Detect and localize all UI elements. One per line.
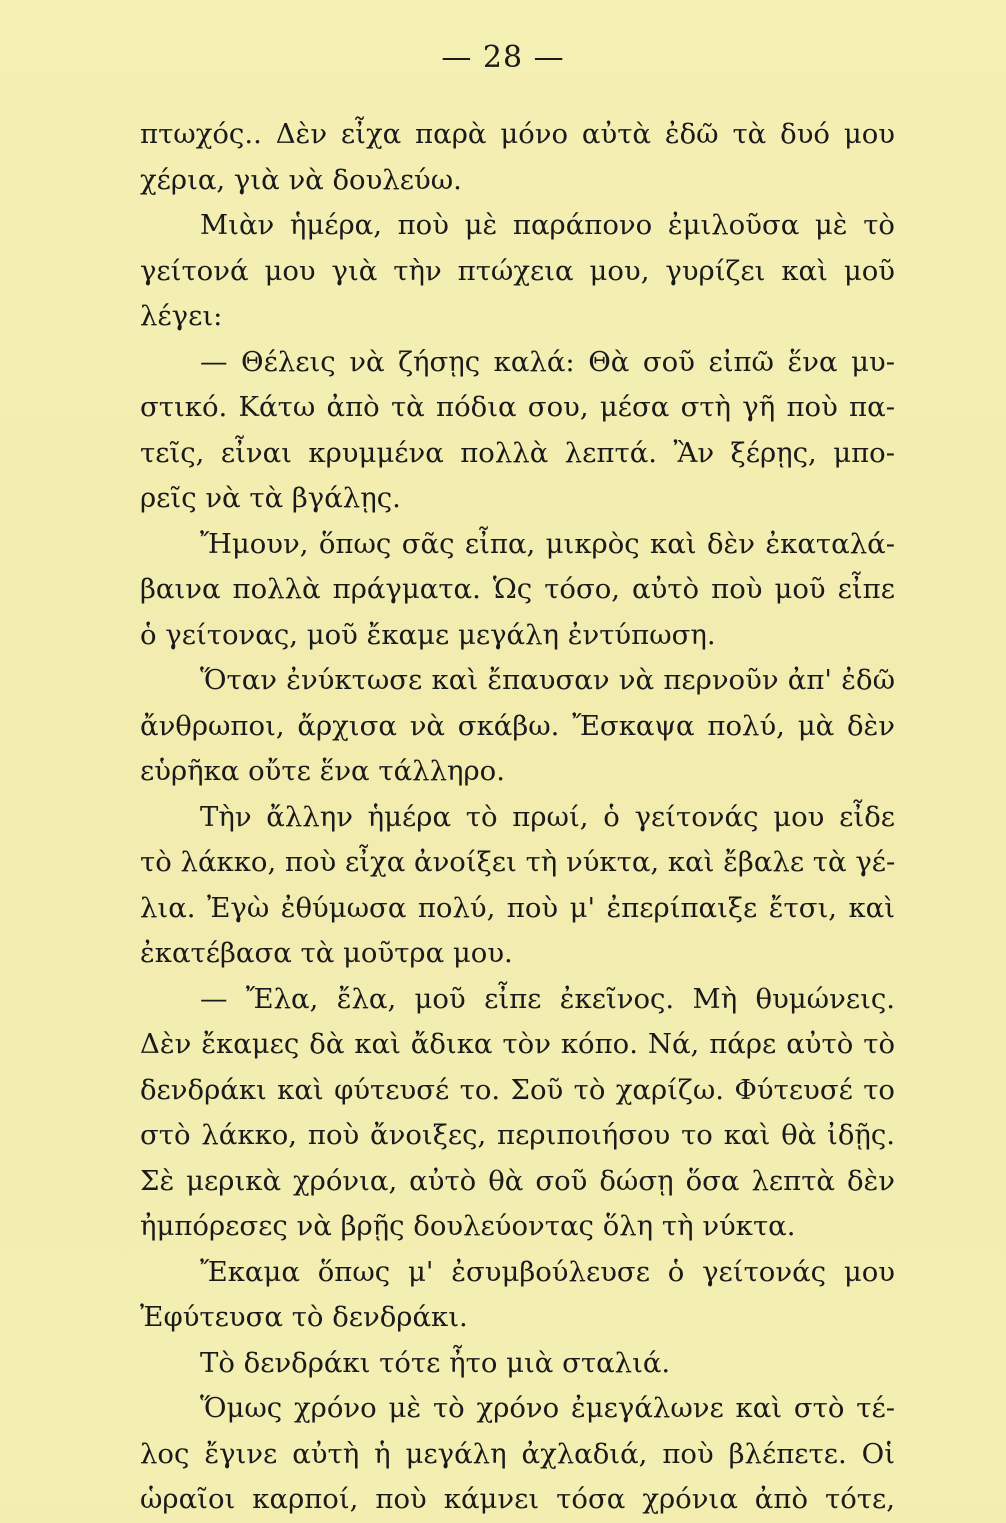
- text-line: πτωχός.. Δὲν εἶχα παρὰ μόνο αὐτὰ ἐδῶ τὰ δυό μου: [140, 118, 895, 150]
- body-text: [140, 112, 895, 1523]
- text-line: γείτονά μου γιὰ τὴν πτώχεια μου, γυρίζει καὶ μοῦ: [140, 254, 895, 287]
- text-line: ὁ γείτονας, μοῦ ἔκαμε μεγάλη ἐντύπωση.: [140, 618, 716, 651]
- text-line: ρεῖς νὰ τὰ βγάλῃς.: [140, 482, 401, 514]
- text-line: χέρια, γιὰ νὰ δουλεύω.: [140, 163, 462, 196]
- text-line: τεῖς, εἶναι κρυμμένα πολλὰ λεπτά. Ἂν ξέρῃς, μπο-: [140, 436, 895, 469]
- text-line: λέγει:: [140, 300, 223, 332]
- text-line: Ὅμως χρόνο μὲ τὸ χρόνο ἐμεγάλωνε καὶ στὸ τέ-: [200, 1392, 895, 1424]
- text-line: λια. Ἐγὼ ἐθύμωσα πολύ, ποὺ μ' ἐπερίπαιξε ἔτσι, καὶ: [140, 891, 895, 924]
- text-line: Σὲ μερικὰ χρόνια, αὐτὸ θὰ σοῦ δώσῃ ὅσα λεπτὰ δὲν: [140, 1164, 895, 1197]
- text-line: βαινα πολλὰ πράγματα. Ὡς τόσο, αὐτὸ ποὺ μοῦ εἶπε: [140, 573, 895, 605]
- text-line: Ἤμουν, ὅπως σᾶς εἶπα, μικρὸς καὶ δὲν ἐκαταλά-: [200, 527, 895, 560]
- text-line: Τὴν ἄλλην ἡμέρα τὸ πρωί, ὁ γείτονάς μου εἶδε: [200, 800, 895, 833]
- text-line: τὸ λάκκο, ποὺ εἶχα ἀνοίξει τὴ νύκτα, καὶ ἔβαλε τὰ γέ-: [140, 846, 896, 878]
- text-line: στὸ λάκκο, ποὺ ἄνοιξες, περιποιήσου το καὶ θὰ ἰδῇς.: [140, 1119, 895, 1151]
- text-line: εὑρῆκα οὔτε ἕνα τάλληρο.: [140, 755, 505, 787]
- text-line: ἐκατέβασα τὰ μοῦτρα μου.: [140, 937, 513, 969]
- text-line: Δὲν ἔκαμες δὰ καὶ ἄδικα τὸν κόπο. Νά, πάρε αὐτὸ τὸ: [140, 1028, 895, 1060]
- text-line: ἠμπόρεσες νὰ βρῇς δουλεύοντας ὅλη τὴ νύκτα.: [140, 1210, 796, 1242]
- text-line: δενδράκι καὶ φύτευσέ το. Σοῦ τὸ χαρίζω. Φύτευσέ το: [140, 1073, 895, 1106]
- text-line: — Θέλεις νὰ ζήσῃς καλά: Θὰ σοῦ εἰπῶ ἕνα μυ-: [200, 345, 895, 378]
- text-line: στικό. Κάτω ἀπὸ τὰ πόδια σου, μέσα στὴ γῆ ποὺ πα-: [140, 391, 895, 423]
- text-line: Τὸ δενδράκι τότε ἦτο μιὰ σταλιά.: [200, 1346, 671, 1379]
- text-line: Ἐφύτευσα τὸ δενδράκι.: [140, 1301, 468, 1333]
- text-line: — Ἔλα, ἔλα, μοῦ εἶπε ἐκεῖνος. Μὴ θυμώνεις.: [200, 982, 895, 1015]
- text-line: Ὅταν ἐνύκτωσε καὶ ἔπαυσαν νὰ περνοῦν ἀπ' ἐδῶ: [200, 664, 895, 696]
- text-line: Ἔκαμα ὅπως μ' ἐσυμβούλευσε ὁ γείτονάς μου: [200, 1255, 895, 1288]
- text-line: ὡραῖοι καρποί, ποὺ κάμνει τόσα χρόνια ἀπὸ τότε,: [140, 1483, 895, 1515]
- page-number: — 28 —: [441, 40, 565, 75]
- text-line: Μιὰν ἡμέρα, ποὺ μὲ παράπονο ἐμιλοῦσα μὲ τὸ: [200, 209, 895, 241]
- text-line: λος ἔγινε αὐτὴ ἡ μεγάλη ἀχλαδιά, ποὺ βλέπετε. Οἱ: [140, 1437, 895, 1470]
- text-line: ἄνθρωποι, ἄρχισα νὰ σκάβω. Ἔσκαψα πολύ, μὰ δὲν: [140, 709, 895, 742]
